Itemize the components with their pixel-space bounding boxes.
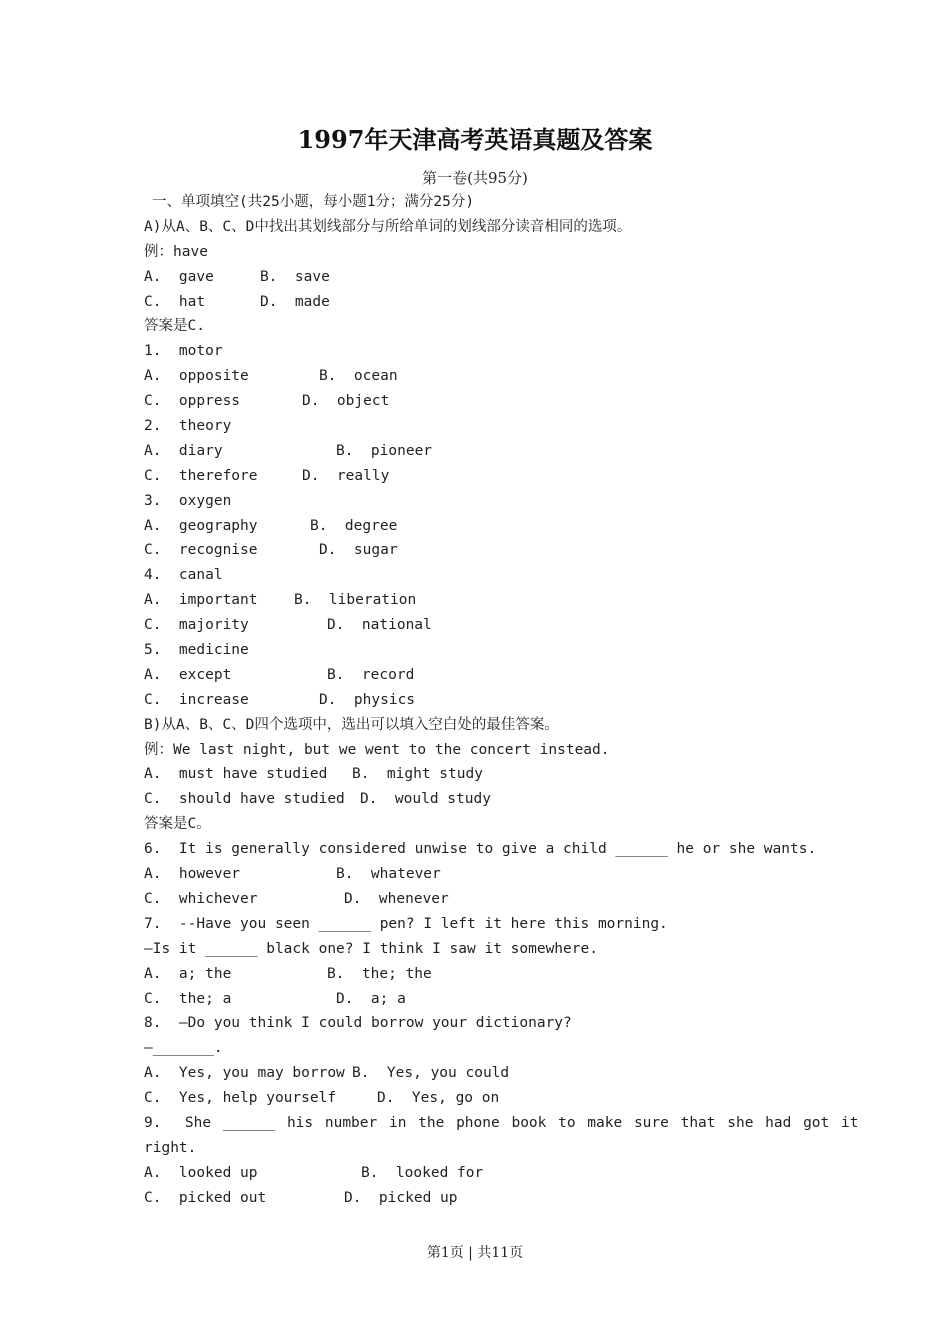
- question-stem: 2. theory: [144, 418, 232, 435]
- option-b: B. record: [327, 666, 415, 683]
- option-d: D. whenever: [344, 890, 449, 907]
- question-stem: 5. medicine: [144, 642, 249, 659]
- volume-subtitle: 第一卷(共95分): [422, 169, 528, 187]
- option-d: D. really: [302, 467, 390, 484]
- example-word: 例：have: [144, 243, 208, 260]
- document-body: [144, 190, 859, 1211]
- option-d: D. would study: [360, 791, 491, 808]
- options-row: [144, 1061, 814, 1086]
- part-a-instruction: A)从A、B、C、D中找出其划线部分与所给单词的划线部分读音相同的选项。: [144, 218, 632, 235]
- options-row: [144, 887, 814, 912]
- question-stem: 8. —Do you think I could borrow your dictionary?: [144, 1015, 572, 1032]
- option-b: B. save: [260, 268, 330, 285]
- example-options-row: [144, 787, 814, 812]
- option-d: D. picked up: [344, 1189, 458, 1206]
- option-b: B. looked for: [361, 1164, 484, 1181]
- options-row: [144, 613, 814, 638]
- option-d: D. physics: [319, 691, 416, 708]
- part-b-instruction: B)从A、B、C、D四个选项中，选出可以填入空白处的最佳答案。: [144, 716, 559, 733]
- option-c: C. majority: [144, 617, 249, 634]
- option-b: B. whatever: [336, 866, 441, 883]
- example-options-row: [144, 290, 814, 315]
- option-d: D. made: [260, 293, 330, 310]
- document-title: 1997年天津高考英语真题及答案: [297, 125, 653, 154]
- option-c: C. Yes, help yourself: [144, 1090, 337, 1107]
- option-c: C. the; a: [144, 990, 232, 1007]
- options-row: [144, 987, 814, 1012]
- option-d: D. national: [327, 617, 432, 634]
- question-stem-continued: —_______.: [144, 1040, 223, 1057]
- example-sentence: 例：We last night, but we went to the concert instead.: [144, 741, 610, 758]
- option-a: A. except: [144, 666, 232, 683]
- options-row: [144, 862, 814, 887]
- question-stem: 9. She ______ his number in the phone book to make sure that she had got it: [144, 1114, 859, 1131]
- question-stem: 6. It is generally considered unwise to give a child ______ he or she wants.: [144, 841, 817, 858]
- option-c: C. whichever: [144, 890, 258, 907]
- question-stem: 4. canal: [144, 567, 223, 584]
- option-a: A. looked up: [144, 1164, 258, 1181]
- options-row: [144, 439, 814, 464]
- option-b: B. liberation: [294, 592, 417, 609]
- example-options-row: [144, 265, 814, 290]
- option-c: C. should have studied: [144, 791, 345, 808]
- options-row: [144, 1161, 814, 1186]
- option-d: D. object: [302, 393, 390, 410]
- question-stem-continued: —Is it ______ black one? I think I saw it somewhere.: [144, 940, 598, 957]
- option-a: A. gave: [144, 268, 214, 285]
- options-row: [144, 538, 814, 563]
- options-row: [144, 588, 814, 613]
- option-a: A. important: [144, 592, 258, 609]
- option-a: A. however: [144, 866, 241, 883]
- options-row: [144, 1186, 814, 1211]
- example-answer: 答案是C。: [144, 816, 211, 833]
- option-d: D. Yes, go on: [377, 1090, 500, 1107]
- options-row: [144, 1086, 814, 1111]
- question-stem: 7. --Have you seen ______ pen? I left it here this morning.: [144, 915, 668, 932]
- option-a: A. must have studied: [144, 766, 328, 783]
- question-stem-continued: right.: [144, 1139, 197, 1156]
- options-row: [144, 663, 814, 688]
- option-c: C. therefore: [144, 467, 258, 484]
- option-c: C. picked out: [144, 1189, 267, 1206]
- example-options-row: [144, 762, 814, 787]
- option-b: B. degree: [310, 517, 398, 534]
- option-b: B. Yes, you could: [352, 1065, 510, 1082]
- option-d: D. a; a: [336, 990, 406, 1007]
- option-a: A. a; the: [144, 965, 232, 982]
- options-row: [144, 962, 814, 987]
- options-row: [144, 514, 814, 539]
- question-stem: 1. motor: [144, 343, 223, 360]
- section-heading: 一、单项填空(共25小题，每小题1分；满分25分): [152, 194, 475, 210]
- option-a: A. diary: [144, 442, 223, 459]
- option-b: B. ocean: [319, 368, 398, 385]
- option-a: A. geography: [144, 517, 258, 534]
- question-stem: 3. oxygen: [144, 492, 232, 509]
- option-b: B. pioneer: [336, 442, 433, 459]
- option-c: C. oppress: [144, 393, 241, 410]
- options-row: [144, 688, 814, 713]
- page-footer: 第1页 | 共11页: [426, 1245, 524, 1261]
- option-c: C. hat: [144, 293, 206, 310]
- options-row: [144, 464, 814, 489]
- option-b: B. the; the: [327, 965, 432, 982]
- option-a: A. opposite: [144, 368, 249, 385]
- option-a: A. Yes, you may borrow: [144, 1065, 345, 1082]
- option-b: B. might study: [352, 766, 483, 783]
- options-row: [144, 364, 814, 389]
- option-d: D. sugar: [319, 542, 398, 559]
- option-c: C. recognise: [144, 542, 258, 559]
- example-answer: 答案是C.: [144, 318, 205, 335]
- option-c: C. increase: [144, 691, 249, 708]
- options-row: [144, 389, 814, 414]
